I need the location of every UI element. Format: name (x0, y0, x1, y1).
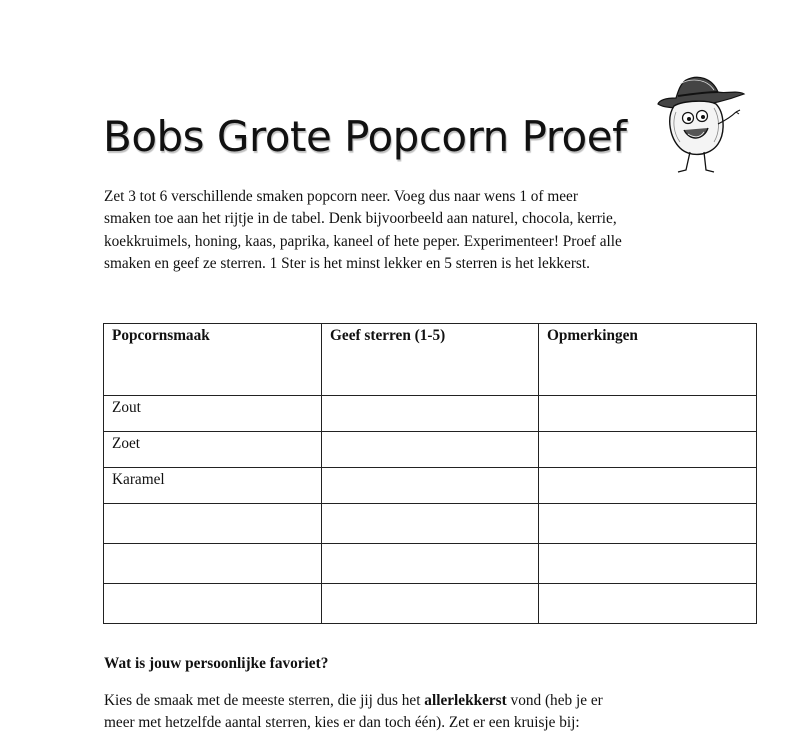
table-row (104, 504, 757, 544)
table-header-row (104, 324, 757, 396)
flavor-cell[interactable]: Zout (104, 396, 322, 432)
intro-paragraph (104, 186, 704, 275)
stars-cell[interactable] (322, 584, 539, 624)
favorite-instructions (104, 690, 744, 735)
flavor-cell[interactable]: Karamel (104, 468, 322, 504)
flavor-cell[interactable] (104, 504, 322, 544)
remarks-cell[interactable] (539, 432, 757, 468)
remarks-cell[interactable] (539, 544, 757, 584)
stars-cell[interactable] (322, 544, 539, 584)
favorite-emphasis: allerlekkerst (424, 692, 507, 709)
intro-line-1: Zet 3 tot 6 verschillende smaken popcorn neer. Voeg dus naar wens 1 of meer (104, 188, 578, 205)
favorite-text-after: vond (heb je er (506, 692, 603, 709)
favorite-text-before: Kies de smaak met de meeste sterren, die jij dus het (104, 692, 425, 709)
popcorn-mascot-with-hat-icon (652, 72, 748, 176)
table-row (104, 584, 757, 624)
remarks-cell[interactable] (539, 504, 757, 544)
stars-cell[interactable] (322, 468, 539, 504)
flavor-cell[interactable]: Zoet (104, 432, 322, 468)
intro-line-4: smaken en geef ze sterren. 1 Ster is het minst lekker en 5 sterren is het lekkerst. (104, 254, 590, 272)
stars-cell[interactable] (322, 504, 539, 544)
remarks-cell[interactable] (539, 468, 757, 504)
intro-line-2: smaken toe aan het rijtje in de tabel. Denk bijvoorbeeld aan naturel, chocola, kerrie, (104, 210, 617, 228)
stars-cell[interactable] (322, 396, 539, 432)
table-row (104, 544, 757, 584)
favorite-question: Wat is jouw persoonlijke favoriet? (104, 655, 329, 672)
remarks-cell[interactable] (539, 396, 757, 432)
flavor-cell[interactable] (104, 544, 322, 584)
header-remarks: Opmerkingen (539, 324, 757, 396)
table-row (104, 432, 757, 468)
stars-cell[interactable] (322, 432, 539, 468)
page-title: Bobs Grote Popcorn Proef (103, 112, 627, 161)
favorite-line-2: meer met hetzelfde aantal sterren, kies er dan toch één). Zet er een kruisje bij: (104, 714, 580, 732)
remarks-cell[interactable] (539, 584, 757, 624)
tasting-table (103, 323, 757, 624)
intro-line-3: koekkruimels, honing, kaas, paprika, kaneel of hete peper. Experimenteer! Proef alle (104, 232, 622, 250)
table-row (104, 396, 757, 432)
flavor-cell[interactable] (104, 584, 322, 624)
header-stars: Geef sterren (1-5) (322, 324, 539, 396)
table-row (104, 468, 757, 504)
header-flavor: Popcornsmaak (104, 324, 322, 396)
